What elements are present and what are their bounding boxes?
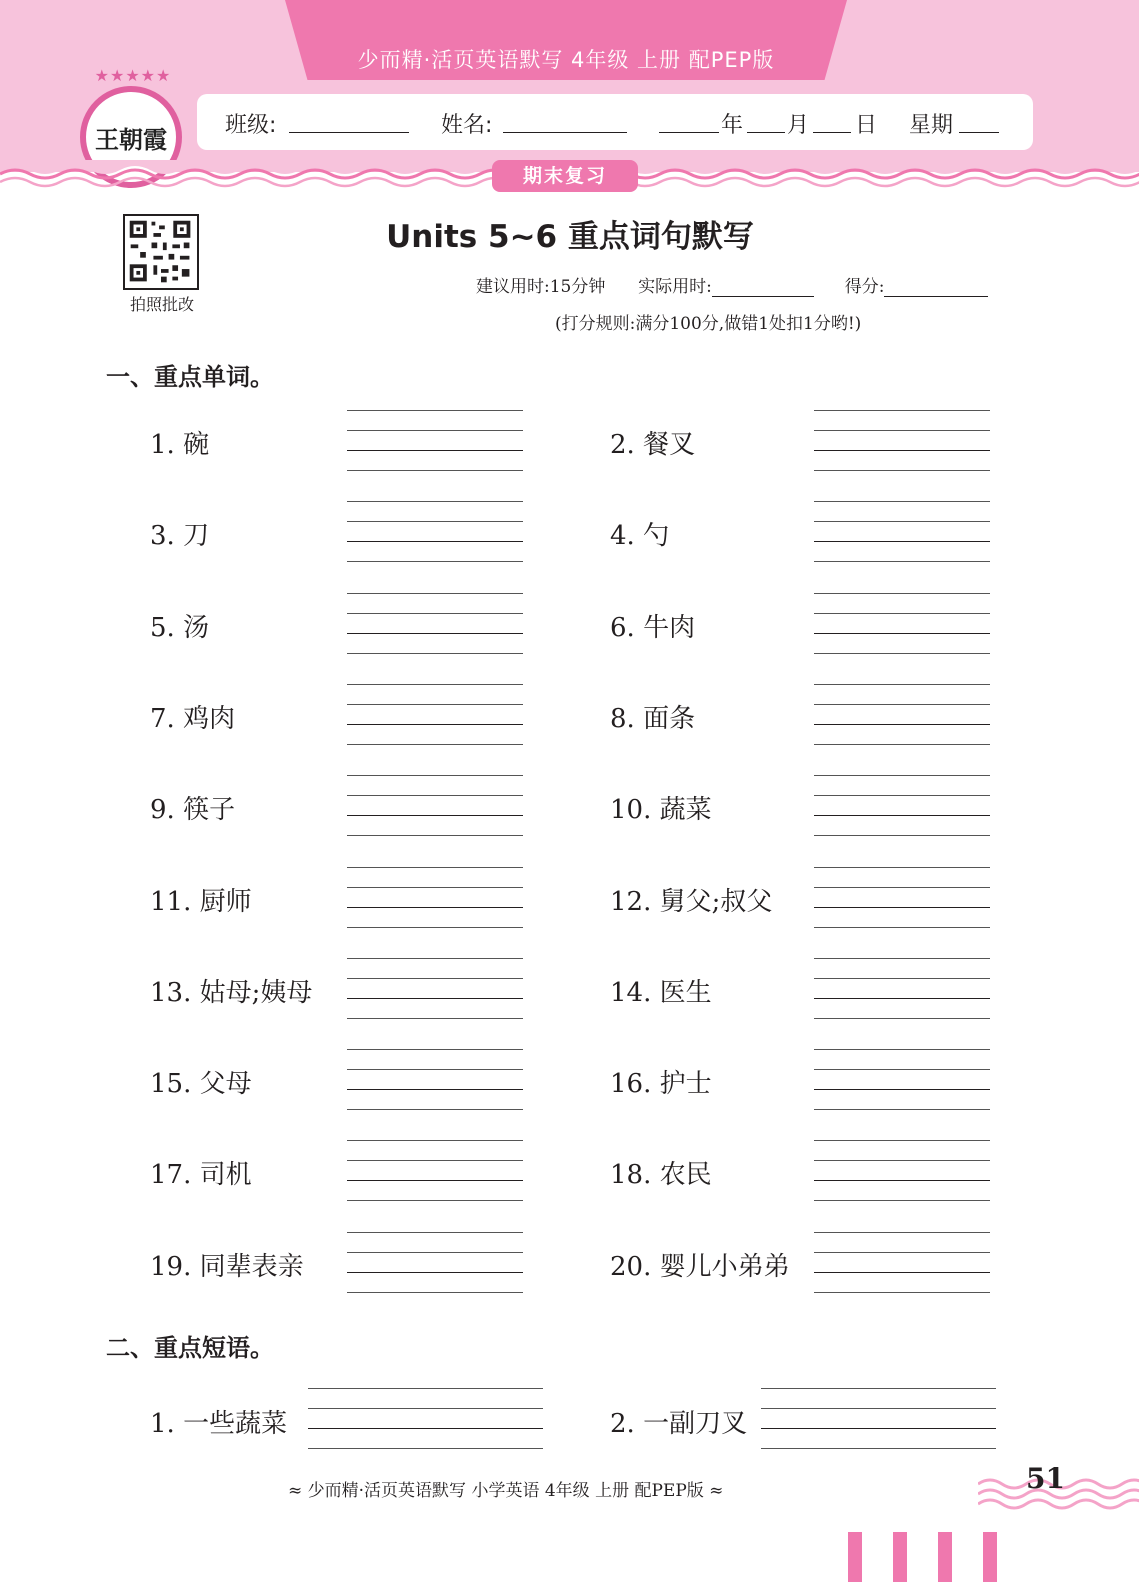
logo-text: 王朝霞: [95, 125, 167, 154]
vocab-prompt: 11. 厨师: [150, 886, 252, 917]
answer-lines[interactable]: [814, 1049, 990, 1111]
answer-lines[interactable]: [814, 1140, 990, 1202]
answer-lines[interactable]: [347, 593, 523, 655]
answer-lines[interactable]: [347, 1049, 523, 1111]
day-label: 日: [855, 113, 878, 138]
answer-lines[interactable]: [347, 1232, 523, 1294]
footer-text: ≈ 少而精·活页英语默写 小学英语 4年级 上册 配PEP版 ≈: [288, 1481, 724, 1501]
vocab-prompt: 19. 同辈表亲: [150, 1251, 304, 1282]
vocab-prompt: 20. 婴儿小弟弟: [610, 1251, 790, 1282]
year-field[interactable]: [659, 108, 719, 133]
vocab-prompt: 16. 护士: [610, 1069, 712, 1100]
suggested-time: 建议用时:15分钟: [476, 277, 606, 297]
vocab-prompt: 6. 牛肉: [610, 612, 696, 643]
vocab-prompt: 13. 姑母;姨母: [150, 977, 313, 1008]
vocab-prompt: 1. 碗: [150, 430, 210, 460]
timing-line: [476, 272, 988, 297]
score-field[interactable]: [884, 278, 988, 297]
month-field[interactable]: [747, 108, 785, 133]
vocab-prompt: 12. 舅父;叔父: [610, 886, 773, 917]
answer-lines[interactable]: [814, 684, 990, 746]
answer-lines[interactable]: [308, 1388, 543, 1450]
qr-caption: 拍照批改: [129, 295, 194, 314]
thumb-tab: [938, 1532, 952, 1582]
vocab-prompt: 14. 医生: [610, 977, 712, 1008]
weekday-label: 星期: [909, 113, 954, 138]
actual-time-label: 实际用时:: [638, 277, 712, 297]
section-1-title: 一、重点单词。: [106, 363, 274, 391]
vocab-prompt: 4. 勺: [610, 521, 670, 552]
answer-lines[interactable]: [814, 867, 990, 929]
vocab-prompt: 8. 面条: [610, 703, 696, 734]
thumb-tab: [848, 1532, 862, 1582]
name-label: 姓名:: [441, 113, 493, 138]
page-number: 51: [1026, 1462, 1065, 1495]
answer-lines[interactable]: [761, 1388, 996, 1450]
review-badge: 期末复习: [492, 160, 638, 192]
class-field[interactable]: [289, 108, 409, 133]
vocab-prompt: 15. 父母: [150, 1069, 252, 1100]
qr-code-icon[interactable]: [123, 214, 199, 290]
logo-stars-icon: ★★★★★: [94, 66, 172, 85]
thumb-tab: [893, 1532, 907, 1582]
answer-lines[interactable]: [347, 867, 523, 929]
answer-lines[interactable]: [814, 775, 990, 837]
phrase-prompt: 2. 一副刀叉: [610, 1409, 748, 1439]
scoring-rule: (打分规则:满分100分,做错1处扣1分哟!): [555, 314, 862, 334]
vocab-prompt: 2. 餐叉: [610, 430, 696, 460]
thumb-tab: [983, 1532, 997, 1582]
answer-lines[interactable]: [347, 684, 523, 746]
year-label: 年: [721, 113, 744, 138]
answer-lines[interactable]: [347, 410, 523, 472]
answer-lines[interactable]: [814, 501, 990, 563]
vocab-prompt: 10. 蔬菜: [610, 795, 712, 826]
class-label: 班级:: [225, 113, 277, 138]
series-title: 少而精·活页英语默写 4年级 上册 配PEP版: [357, 48, 775, 72]
answer-lines[interactable]: [347, 775, 523, 837]
answer-lines[interactable]: [814, 958, 990, 1020]
section-2-title: 二、重点短语。: [106, 1334, 274, 1362]
vocab-prompt: 18. 农民: [610, 1160, 712, 1191]
month-label: 月: [787, 113, 810, 138]
vocab-prompt: 5. 汤: [150, 612, 210, 643]
answer-lines[interactable]: [814, 1232, 990, 1294]
weekday-field[interactable]: [959, 108, 999, 133]
answer-lines[interactable]: [347, 501, 523, 563]
vocab-prompt: 9. 筷子: [150, 795, 236, 826]
vocab-prompt: 3. 刀: [150, 521, 210, 552]
name-field[interactable]: [503, 108, 627, 133]
answer-lines[interactable]: [814, 593, 990, 655]
actual-time-field[interactable]: [712, 278, 814, 297]
answer-lines[interactable]: [347, 958, 523, 1020]
day-field[interactable]: [813, 108, 851, 133]
vocab-prompt: 7. 鸡肉: [150, 703, 236, 734]
answer-lines[interactable]: [814, 410, 990, 472]
answer-lines[interactable]: [347, 1140, 523, 1202]
student-info-bar: [197, 94, 1033, 150]
score-label: 得分:: [844, 277, 885, 297]
phrase-prompt: 1. 一些蔬菜: [150, 1409, 288, 1439]
vocab-prompt: 17. 司机: [150, 1160, 252, 1191]
page-title: Units 5~6 重点词句默写: [386, 219, 754, 255]
